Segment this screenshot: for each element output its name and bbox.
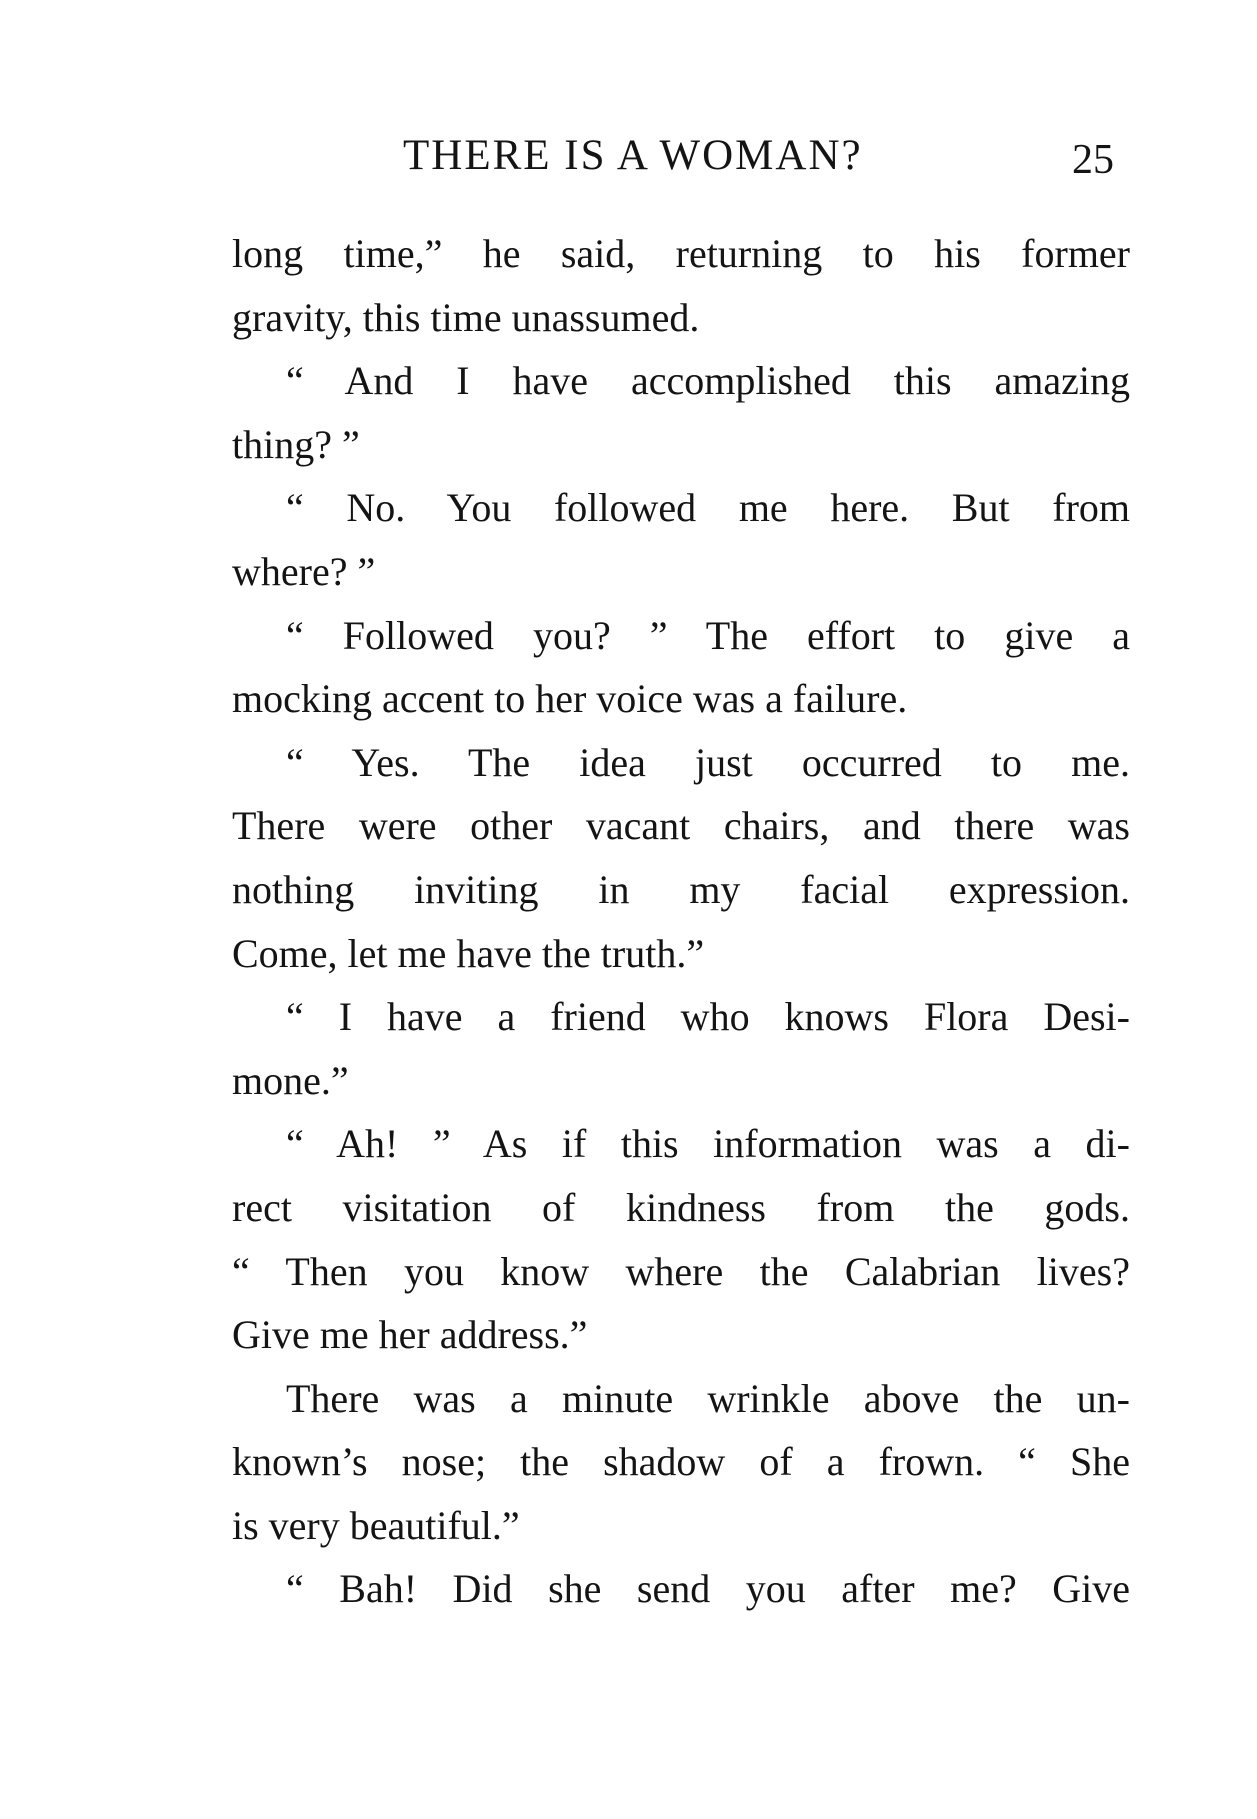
text-line: mone.” <box>232 1057 349 1103</box>
text-line: “ Ah! ” As if this information was a di- <box>286 1121 1130 1167</box>
text-line: Come, let me have the truth.” <box>232 930 705 976</box>
text-line: “ No. You followed me here. But from <box>286 485 1130 531</box>
text-line: There were other vacant chairs, and there was <box>232 803 1130 849</box>
text-line: thing? ” <box>232 421 360 467</box>
running-title: THERE IS A WOMAN? <box>403 132 863 179</box>
body-text <box>232 222 1130 1621</box>
text-line: “ And I have accomplished this amazing <box>286 358 1130 404</box>
page-number: 25 <box>1072 137 1114 183</box>
text-line: “ Yes. The idea just occurred to me. <box>286 739 1130 785</box>
text-line: long time,” he said, returning to his former <box>232 231 1130 276</box>
text-line: where? ” <box>232 548 376 594</box>
text-line: “ Then you know where the Calabrian lives? <box>232 1248 1130 1294</box>
text-line: “ I have a friend who knows Flora Desi- <box>286 994 1130 1040</box>
text-line: “ Bah! Did she send you after me? Give <box>286 1566 1130 1612</box>
text-line: “ Followed you? ” The effort to give a <box>286 612 1130 658</box>
text-line: is very beautiful.” <box>232 1502 520 1548</box>
text-line: nothing inviting in my facial expression. <box>232 866 1130 912</box>
running-head <box>0 126 1257 186</box>
text-line: rect visitation of kindness from the gods. <box>232 1184 1130 1230</box>
text-line: mocking accent to her voice was a failure. <box>232 676 908 722</box>
text-line: known’s nose; the shadow of a frown. “ She <box>232 1439 1130 1485</box>
text-line: gravity, this time unassumed. <box>232 294 700 340</box>
text-line: There was a minute wrinkle above the un- <box>286 1375 1130 1421</box>
text-line: Give me her address.” <box>232 1312 588 1358</box>
